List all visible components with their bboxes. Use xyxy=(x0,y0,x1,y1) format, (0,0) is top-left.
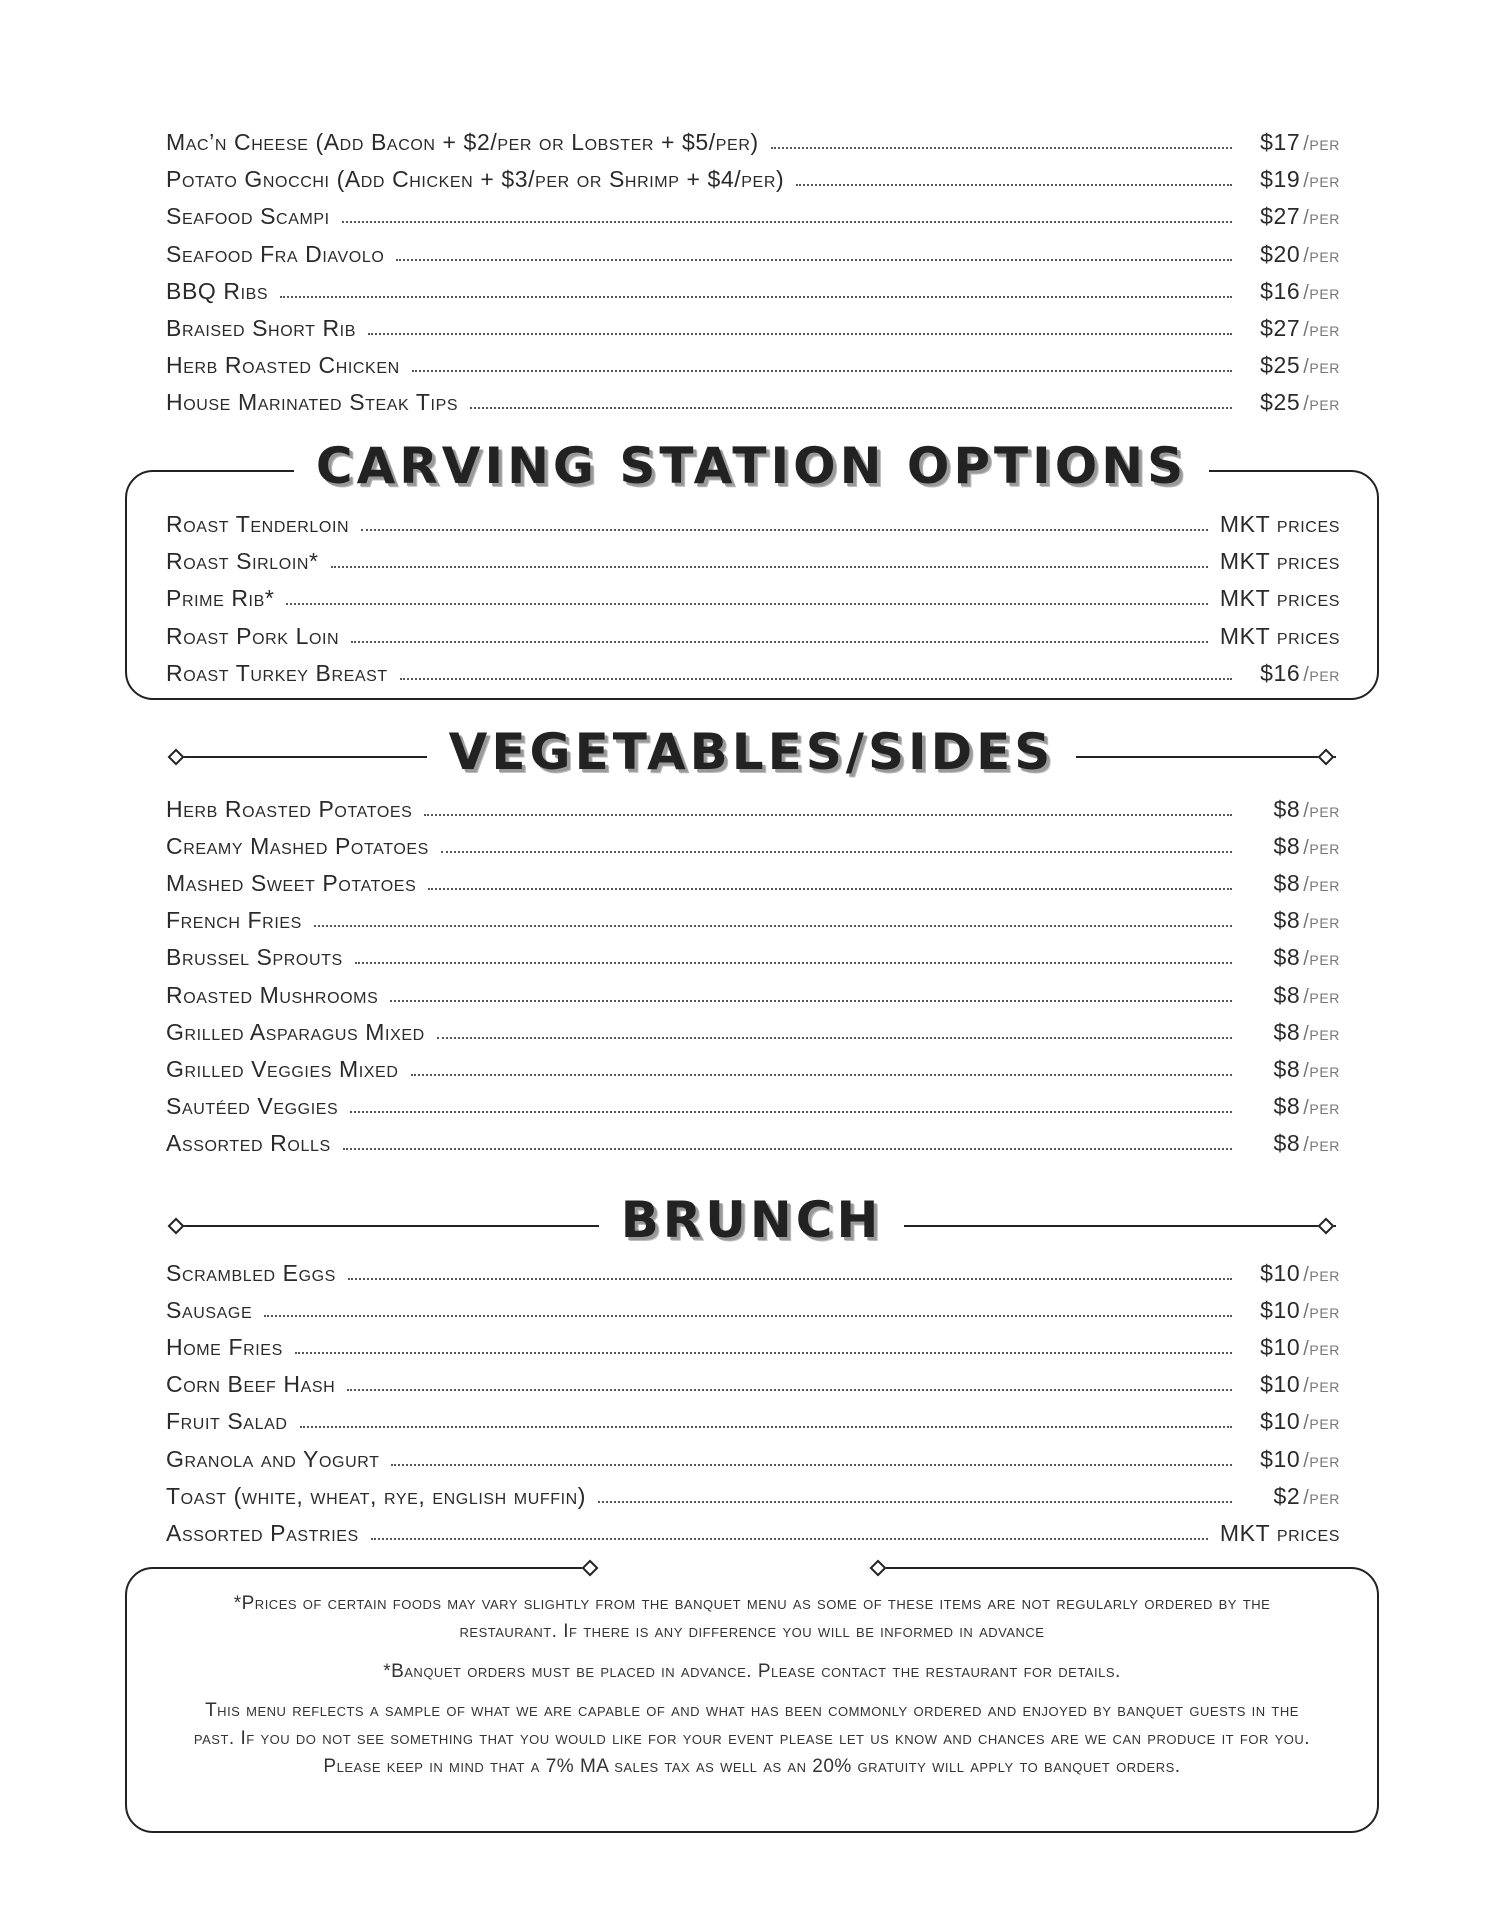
menu-item-price xyxy=(1244,1297,1340,1324)
price-value: $2 xyxy=(1273,1482,1301,1509)
menu-item-price xyxy=(1244,1446,1340,1473)
price-value: $8 xyxy=(1273,1055,1301,1082)
note-price-variation: *Prices of certain foods may vary slightly from the banquet menu as some of these items are not regularly ordered by the restaurant. If there is any difference you will be informed in advance xyxy=(233,1593,1271,1642)
price-unit: /per xyxy=(1303,1059,1340,1082)
menu-item-row xyxy=(166,271,1340,305)
menu-item-row xyxy=(166,1401,1340,1435)
menu-item-price xyxy=(1220,623,1340,650)
price-value: MKT prices xyxy=(1219,511,1340,537)
menu-item-name: Herb Roasted Potatoes xyxy=(166,796,413,822)
menu-item-row xyxy=(166,122,1340,156)
dot-leader xyxy=(371,1537,1208,1540)
dot-leader xyxy=(331,565,1208,568)
price-unit: /per xyxy=(1303,281,1340,304)
notes-box-gap xyxy=(592,1563,872,1571)
menu-item-row xyxy=(166,345,1340,379)
menu-item-price xyxy=(1244,129,1340,156)
price-unit: /per xyxy=(1303,911,1340,934)
menu-item-name: Mashed Sweet Potatoes xyxy=(166,870,417,897)
price-value: $19 xyxy=(1260,166,1301,193)
menu-item-name: Toast (white, wheat, rye, english muffin) xyxy=(166,1482,587,1509)
sides-heading: VEGETABLES/SIDES xyxy=(0,722,1503,782)
dot-leader xyxy=(391,1463,1232,1466)
menu-item-row xyxy=(166,616,1340,650)
dot-leader xyxy=(412,369,1232,372)
price-value: $8 xyxy=(1273,944,1301,971)
price-value: $16 xyxy=(1260,277,1301,304)
price-unit: /per xyxy=(1303,837,1340,860)
dot-leader xyxy=(264,1314,1232,1317)
menu-item-name: Potato Gnocchi (Add Chicken + $3/per or Shrimp + $4/per) xyxy=(166,166,785,193)
dot-leader xyxy=(598,1500,1232,1503)
price-unit: /per xyxy=(1303,985,1340,1008)
price-value: MKT prices xyxy=(1219,1519,1340,1546)
menu-item-name: Sausage xyxy=(166,1297,253,1324)
price-value: $10 xyxy=(1260,1260,1301,1286)
price-value: $27 xyxy=(1260,203,1301,230)
price-unit: /per xyxy=(1303,948,1340,971)
menu-item-row xyxy=(166,159,1340,193)
price-unit: /per xyxy=(1303,1264,1340,1286)
menu-item-name: Home Fries xyxy=(166,1334,283,1361)
menu-item-name: Roast Tenderloin xyxy=(166,511,350,537)
price-value: $10 xyxy=(1260,1445,1301,1472)
menu-item-price xyxy=(1244,315,1340,342)
price-value: MKT prices xyxy=(1219,548,1340,575)
price-value: $8 xyxy=(1273,1129,1301,1156)
menu-item-name: Herb Roasted Chicken xyxy=(166,352,400,379)
menu-item-price xyxy=(1244,833,1340,860)
menu-item-price xyxy=(1244,1260,1340,1287)
menu-item-row xyxy=(166,1364,1340,1398)
menu-item-name: Assorted Rolls xyxy=(166,1129,331,1156)
dot-leader xyxy=(286,602,1207,605)
dot-leader xyxy=(470,406,1232,409)
menu-item-price xyxy=(1244,352,1340,379)
price-value: MKT prices xyxy=(1219,585,1340,612)
price-unit: /per xyxy=(1303,207,1340,230)
menu-item-row xyxy=(166,1012,1340,1046)
price-unit: /per xyxy=(1303,244,1340,267)
price-unit: /per xyxy=(1303,1133,1340,1156)
menu-item-price xyxy=(1244,241,1340,268)
notes-left-rule xyxy=(522,1567,584,1569)
menu-item-name: Corn Beef Hash xyxy=(166,1371,336,1398)
menu-item-row xyxy=(166,900,1340,934)
dot-leader xyxy=(424,813,1232,816)
price-value: $8 xyxy=(1273,796,1301,822)
dot-leader xyxy=(343,1147,1232,1150)
price-value: $8 xyxy=(1273,833,1301,860)
dot-leader xyxy=(441,850,1232,853)
menu-item-price xyxy=(1244,1483,1340,1510)
menu-item-row xyxy=(166,1476,1340,1510)
price-unit: /per xyxy=(1303,874,1340,897)
note-advance-orders: *Banquet orders must be placed in advance. Please contact the restaurant for details. xyxy=(383,1661,1121,1682)
menu-item-row xyxy=(166,1327,1340,1361)
price-unit: /per xyxy=(1303,356,1340,379)
menu-item-row xyxy=(166,1123,1340,1157)
dot-leader xyxy=(368,332,1232,335)
menu-item-price xyxy=(1244,1019,1340,1046)
menu-item-row xyxy=(166,937,1340,971)
dot-leader xyxy=(355,961,1232,964)
menu-item-row xyxy=(166,234,1340,268)
dot-leader xyxy=(361,528,1208,531)
dot-leader xyxy=(400,677,1232,680)
menu-item-price xyxy=(1244,166,1340,193)
menu-item-name: Brussel Sprouts xyxy=(166,944,343,971)
menu-item-row xyxy=(166,308,1340,342)
dot-leader xyxy=(347,1388,1232,1391)
price-unit: /per xyxy=(1303,1486,1340,1509)
price-unit: /per xyxy=(1303,663,1340,686)
menu-item-name: Prime Rib* xyxy=(166,585,275,612)
menu-item-price xyxy=(1244,1408,1340,1435)
menu-item-price xyxy=(1244,203,1340,230)
dot-leader xyxy=(314,924,1232,927)
menu-item-price xyxy=(1244,1093,1340,1120)
menu-item-name: Roasted Mushrooms xyxy=(166,981,379,1008)
menu-item-row xyxy=(166,1253,1340,1287)
menu-item-name: Mac’n Cheese (Add Bacon + $2/per or Lobster + $5/per) xyxy=(166,129,759,155)
menu-item-name: French Fries xyxy=(166,907,302,934)
menu-item-name: Seafood Fra Diavolo xyxy=(166,240,385,267)
dot-leader xyxy=(411,1073,1233,1076)
price-value: $17 xyxy=(1260,129,1301,155)
price-unit: /per xyxy=(1303,1301,1340,1324)
menu-item-row xyxy=(166,1290,1340,1324)
menu-item-row xyxy=(166,382,1340,416)
dot-leader xyxy=(280,295,1232,298)
menu-item-price xyxy=(1220,548,1340,575)
carving-heading: CARVING STATION OPTIONS xyxy=(0,436,1503,496)
menu-item-row xyxy=(166,863,1340,897)
dot-leader xyxy=(300,1425,1232,1428)
price-unit: /per xyxy=(1303,1096,1340,1119)
dot-leader xyxy=(350,1110,1232,1113)
menu-item-row xyxy=(166,541,1340,575)
menu-item-name: Assorted Pastries xyxy=(166,1519,359,1546)
menu-item-price xyxy=(1244,389,1340,416)
dot-leader xyxy=(796,183,1232,186)
price-unit: /per xyxy=(1303,319,1340,341)
price-value: $8 xyxy=(1273,1092,1301,1119)
menu-item-name: House Marinated Steak Tips xyxy=(166,389,459,416)
menu-item-price xyxy=(1244,982,1340,1009)
menu-item-row xyxy=(166,504,1340,538)
price-value: $10 xyxy=(1260,1408,1301,1435)
menu-item-price xyxy=(1244,660,1340,687)
price-value: $10 xyxy=(1260,1334,1301,1361)
price-unit: /per xyxy=(1303,133,1340,155)
price-unit: /per xyxy=(1303,1412,1340,1435)
price-value: $10 xyxy=(1260,1297,1301,1324)
price-value: $25 xyxy=(1260,389,1301,416)
price-unit: /per xyxy=(1303,170,1340,193)
dot-leader xyxy=(437,1036,1232,1039)
price-value: $8 xyxy=(1273,1018,1301,1045)
menu-item-row xyxy=(166,975,1340,1009)
dot-leader xyxy=(342,220,1232,223)
menu-item-price xyxy=(1244,796,1340,823)
dot-leader xyxy=(348,1277,1232,1280)
brunch-heading: BRUNCH xyxy=(0,1190,1503,1250)
menu-item-price xyxy=(1244,1371,1340,1398)
price-value: $16 xyxy=(1260,659,1301,686)
menu-item-name: Scrambled Eggs xyxy=(166,1260,336,1286)
menu-item-name: Grilled Asparagus Mixed xyxy=(166,1018,425,1045)
menu-item-row xyxy=(166,1439,1340,1473)
menu-item-price xyxy=(1244,907,1340,934)
menu-item-row xyxy=(166,196,1340,230)
dot-leader xyxy=(351,640,1208,643)
menu-item-row xyxy=(166,1513,1340,1547)
menu-item-row xyxy=(166,578,1340,612)
menu-item-name: Grilled Veggies Mixed xyxy=(166,1055,399,1082)
price-unit: /per xyxy=(1303,1022,1340,1045)
price-unit: /per xyxy=(1303,1338,1340,1361)
dot-leader xyxy=(390,999,1232,1002)
menu-item-price xyxy=(1244,1130,1340,1157)
notes-right-rule xyxy=(882,1567,944,1569)
menu-item-name: Roast Pork Loin xyxy=(166,622,340,649)
menu-item-row xyxy=(166,653,1340,687)
price-value: $8 xyxy=(1273,981,1301,1008)
menu-item-name: Sautéed Veggies xyxy=(166,1092,339,1119)
menu-item-price xyxy=(1220,511,1340,538)
menu-item-price xyxy=(1244,1334,1340,1361)
price-value: $25 xyxy=(1260,352,1301,379)
menu-item-name: Roast Turkey Breast xyxy=(166,659,388,686)
price-value: $27 xyxy=(1260,315,1301,341)
dot-leader xyxy=(295,1351,1232,1354)
dot-leader xyxy=(771,146,1232,149)
menu-item-price xyxy=(1244,278,1340,305)
dot-leader xyxy=(396,258,1232,261)
menu-item-price xyxy=(1220,585,1340,612)
menu-item-name: Fruit Salad xyxy=(166,1408,288,1435)
price-value: $10 xyxy=(1260,1371,1301,1398)
menu-item-row xyxy=(166,789,1340,823)
price-unit: /per xyxy=(1303,800,1340,822)
price-value: MKT prices xyxy=(1219,622,1340,649)
note-menu-sample: This menu reflects a sample of what we are capable of and what has been commonly ordered and enjoyed by banquet guests in the past. If you do not see something that you would like for your event please let us know and chances are we can produce it for you. Please keep in mind that a 7% MA sales tax as well as an 20% gratuity will apply to banquet orders. xyxy=(193,1700,1311,1777)
dot-leader xyxy=(428,887,1232,890)
menu-item-name: BBQ Ribs xyxy=(166,277,269,304)
menu-item-name: Granola and Yogurt xyxy=(166,1445,380,1472)
price-value: $20 xyxy=(1260,240,1301,267)
price-value: $8 xyxy=(1273,907,1301,934)
menu-item-row xyxy=(166,826,1340,860)
price-unit: /per xyxy=(1303,1449,1340,1472)
menu-item-row xyxy=(166,1086,1340,1120)
menu-item-name: Roast Sirloin* xyxy=(166,548,319,575)
menu-item-name: Braised Short Rib xyxy=(166,315,356,341)
menu-item-row xyxy=(166,1049,1340,1083)
price-unit: /per xyxy=(1303,393,1340,416)
price-unit: /per xyxy=(1303,1375,1340,1398)
menu-item-price xyxy=(1220,1520,1340,1547)
menu-item-name: Seafood Scampi xyxy=(166,203,330,230)
price-value: $8 xyxy=(1273,870,1301,897)
menu-item-price xyxy=(1244,944,1340,971)
menu-item-price xyxy=(1244,870,1340,897)
menu-item-price xyxy=(1244,1056,1340,1083)
menu-item-name: Creamy Mashed Potatoes xyxy=(166,833,429,860)
